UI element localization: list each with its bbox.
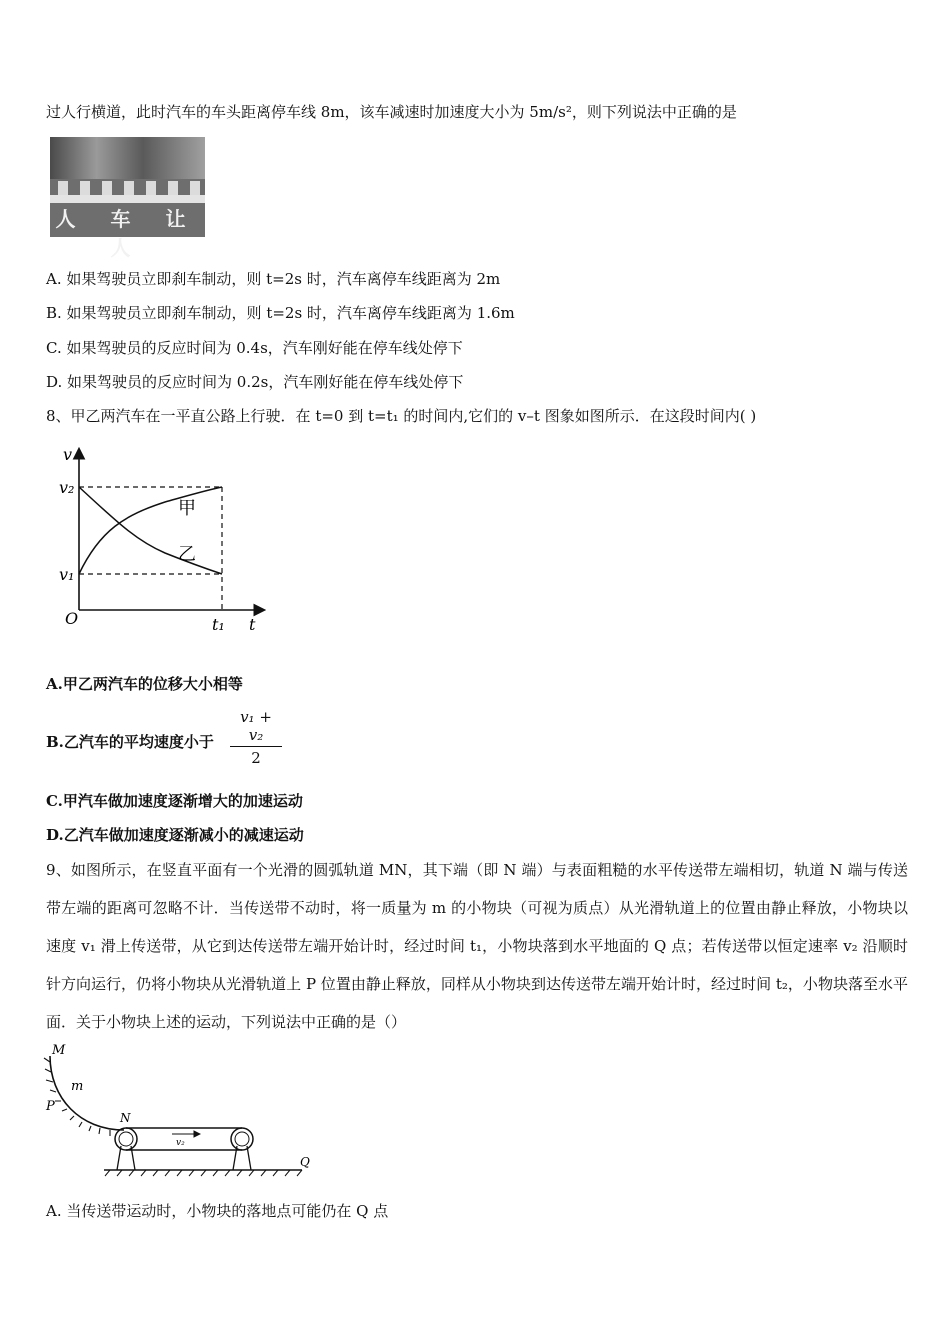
- curve-jia: [79, 487, 222, 574]
- crosswalk-stripe: [80, 181, 90, 195]
- crosswalk-stripe: [124, 181, 134, 195]
- q7-option-a: A. 如果驾驶员立即刹车制动，则 t=2s 时，汽车离停车线距离为 2m: [46, 270, 501, 288]
- q7-option-c: C. 如果驾驶员的反应时间为 0.4s，汽车刚好能在停车线处停下: [46, 339, 463, 357]
- q8-option-b: B.乙汽车的平均速度小于: [46, 733, 214, 751]
- origin-label: O: [65, 609, 79, 628]
- t-axis-label: t: [249, 615, 256, 634]
- arc-track: [50, 1056, 124, 1130]
- curve-jia-label: 甲: [178, 498, 196, 519]
- label-N: N: [120, 1111, 131, 1125]
- average-velocity-fraction: [230, 708, 282, 767]
- left-pulley: [115, 1128, 137, 1150]
- right-pulley: [231, 1128, 253, 1150]
- crosswalk-stripe: [146, 181, 156, 195]
- q7-option-d: D. 如果驾驶员的反应时间为 0.2s，汽车刚好能在停车线处停下: [46, 373, 464, 391]
- street-scene: [50, 137, 205, 179]
- conveyor-diagram: [40, 1038, 330, 1178]
- vt-graph: [55, 440, 280, 640]
- q9-stem: 9、如图所示，在竖直平面有一个光滑的圆弧轨道 MN，其下端（即 N 端）与表面粗糙的水平传送带左端相切，轨道 N 端与传送带左端的距离可忽略不计．当传送带不动时，将一质量为 m 的小物块（可视为质点）从光滑轨道上的位置由静止释放，小物块以速度 v₁ 滑上传送带，从它到达传送带左端开始计时，经过时间 t₁，小物块落到水平地面的 Q 点；若传送带以恒定速率 v₂ 沿顺时针方向运行，仍将小物块从光滑轨道上 P 位置由静止释放，同样从小物块到达传送带左端开始计时，经过时间 t₂，小物块落至水平面．关于小物块上述的运动，下列说法中正确的是（）: [46, 861, 908, 1031]
- crosswalk-stripe: [58, 181, 68, 195]
- label-M: M: [52, 1043, 66, 1058]
- t1-label: t₁: [212, 615, 225, 634]
- ground-hatching: [105, 1170, 302, 1176]
- crosswalk-stripe: [190, 181, 200, 195]
- right-pulley-inner: [235, 1132, 249, 1146]
- q9-option-a: A. 当传送带运动时，小物块的落地点可能仍在 Q 点: [46, 1202, 389, 1220]
- v-axis-label: v: [63, 445, 73, 464]
- left-pulley-inner: [119, 1132, 133, 1146]
- q7-option-b: B. 如果驾驶员立即刹车制动，则 t=2s 时，汽车离停车线距离为 1.6m: [46, 304, 515, 322]
- label-v2: v₂: [176, 1138, 185, 1148]
- label-Q: Q: [300, 1155, 310, 1169]
- curve-yi-label: 乙: [178, 544, 196, 565]
- q8-stem: 8、甲乙两汽车在一平直公路上行驶．在 t=0 到 t=t₁ 的时间内,它们的 v–t 图象如图所示．在这段时间内( ): [46, 407, 757, 425]
- fraction-numerator: v₁ + v₂: [230, 708, 282, 747]
- crosswalk-photo: [50, 137, 205, 260]
- q8-option-d: D.乙汽车做加速度逐渐减小的减速运动: [46, 826, 304, 844]
- q7-intro: 过人行横道，此时汽车的车头距离停车线 8m，该车减速时加速度大小为 5m/s²，则下列说法中正确的是: [46, 103, 737, 121]
- label-P: P: [46, 1099, 55, 1114]
- q8-option-c: C.甲汽车做加速度逐渐增大的加速运动: [46, 792, 303, 810]
- q8-option-a: A.甲乙两汽车的位移大小相等: [46, 675, 243, 693]
- road-marking-text: 人 车 让 人: [55, 207, 200, 260]
- label-m: m: [71, 1079, 84, 1094]
- crosswalk-stripe: [168, 181, 178, 195]
- crosswalk-stripe: [102, 181, 112, 195]
- v1-label: v₁: [59, 565, 75, 584]
- v2-label: v₂: [59, 478, 75, 497]
- arc-hatching: [44, 1058, 110, 1136]
- stop-line: [50, 195, 205, 203]
- curve-yi: [79, 487, 222, 574]
- fraction-denominator: 2: [251, 749, 261, 767]
